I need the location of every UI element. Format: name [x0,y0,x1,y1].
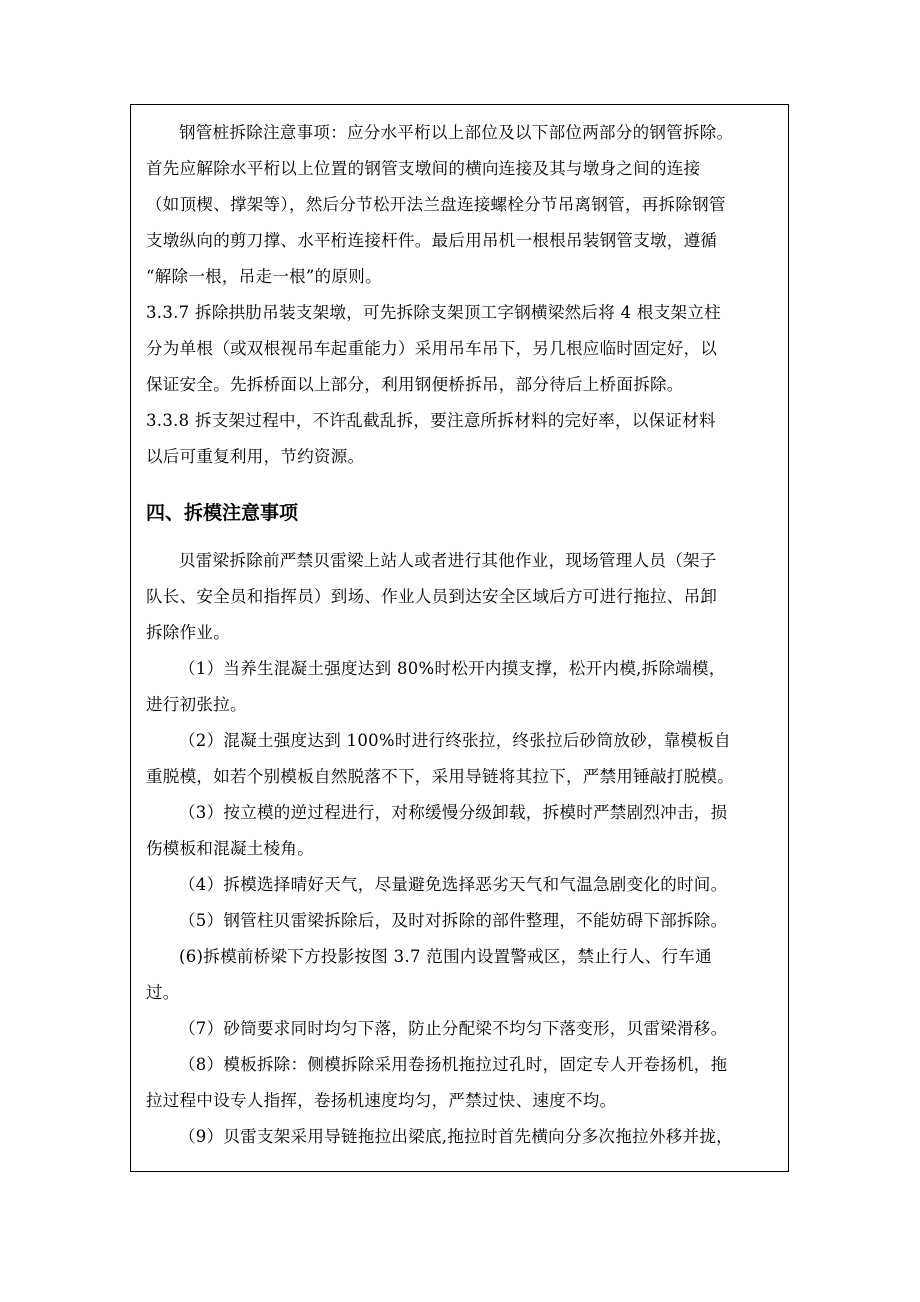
text-line: （7）砂筒要求同时均匀下落，防止分配梁不均匀下落变形，贝雷梁滑移。 [179,1019,728,1038]
text-line: (6)拆模前桥梁下方投影按图 3.7 范围内设置警戒区，禁止行人、行车通 [179,947,712,966]
text-line: （3）按立模的逆过程进行，对称缓慢分级卸载，拆模时严禁剧烈冲击，损 [179,803,728,822]
text-line: 支墩纵向的剪刀撑、水平桁连接杆件。最后用吊机一根根吊装钢管支墩，遵循 [146,231,718,250]
text-line: 过。 [146,983,180,1002]
list-item-5 [146,903,776,939]
list-item-4 [146,867,776,903]
list-item-9 [146,1119,776,1155]
text-line: 3.3.8 拆支架过程中，不许乱截乱拆，要注意所拆材料的完好率，以保证材料 [146,411,716,430]
list-item-1 [146,651,776,723]
document-frame [130,104,789,1172]
text-line: 分为单根（或双根视吊车起重能力）采用吊车吊下，另几根应临时固定好，以 [146,339,718,358]
text-line: 进行初张拉。 [146,695,247,714]
paragraph-steel-pile-removal [146,115,776,295]
paragraph-3-3-7 [146,295,776,403]
text-line: 队长、安全员和指挥员）到场、作业人员到达安全区域后方可进行拖拉、吊卸 [146,587,718,606]
text-line: 首先应解除水平桁以上位置的钢管支墩间的横向连接及其与墩身之间的连接 [146,159,701,178]
text-line: “解除一根，吊走一根”的原则。 [146,267,382,286]
section-heading: 四、拆模注意事项 [146,502,299,524]
text-line: 以后可重复利用，节约资源。 [146,447,365,466]
text-line: 重脱模，如若个别模板自然脱落不下，采用导链将其拉下，严禁用锤敲打脱模。 [146,767,734,786]
text-line: 3.3.7 拆除拱肋吊装支架墩，可先拆除支架顶工字钢横梁然后将 4 根支架立柱 [146,303,721,322]
text-line: 拆除作业。 [146,623,230,642]
list-item-2 [146,723,776,795]
list-item-6 [146,939,776,1011]
paragraph-3-3-8 [146,403,776,475]
text-line: 拉过程中设专人指挥，卷扬机速度均匀，严禁过快、速度不均。 [146,1091,617,1110]
list-item-3 [146,795,776,867]
text-line: （5）钢管柱贝雷梁拆除后，及时对拆除的部件整理，不能妨碍下部拆除。 [179,911,728,930]
text-line: （4）拆模选择晴好天气，尽量避免选择恶劣天气和气温急剧变化的时间。 [179,875,728,894]
text-line: （2）混凝土强度达到 100%时进行终张拉，终张拉后砂筒放砂，靠模板自 [179,731,731,750]
text-line: （1）当养生混凝土强度达到 80%时松开内摸支撑，松开内模,拆除端模， [179,659,726,678]
list-item-7 [146,1011,776,1047]
text-line: 保证安全。先拆桥面以上部分，利用钢便桥拆吊，部分待后上桥面拆除。 [146,375,684,394]
list-item-8 [146,1047,776,1119]
text-line: 伤模板和混凝土棱角。 [146,839,314,858]
text-line: （如顶楔、撑架等），然后分节松开法兰盘连接螺栓分节吊离钢管，再拆除钢管 [146,195,726,214]
text-line: 贝雷梁拆除前严禁贝雷梁上站人或者进行其他作业，现场管理人员（架子 [179,551,717,570]
paragraph-intro [146,543,776,651]
text-line: （9）贝雷支架采用导链拖拉出梁底,拖拉时首先横向分多次拖拉外移并拢， [179,1127,733,1146]
document-body [146,115,776,1155]
text-line: 钢管桩拆除注意事项：应分水平桁以上部位及以下部位两部分的钢管拆除。 [179,123,734,142]
text-line: （8）模板拆除：侧模拆除采用卷扬机拖拉过孔时，固定专人开卷扬机，拖 [179,1055,728,1074]
